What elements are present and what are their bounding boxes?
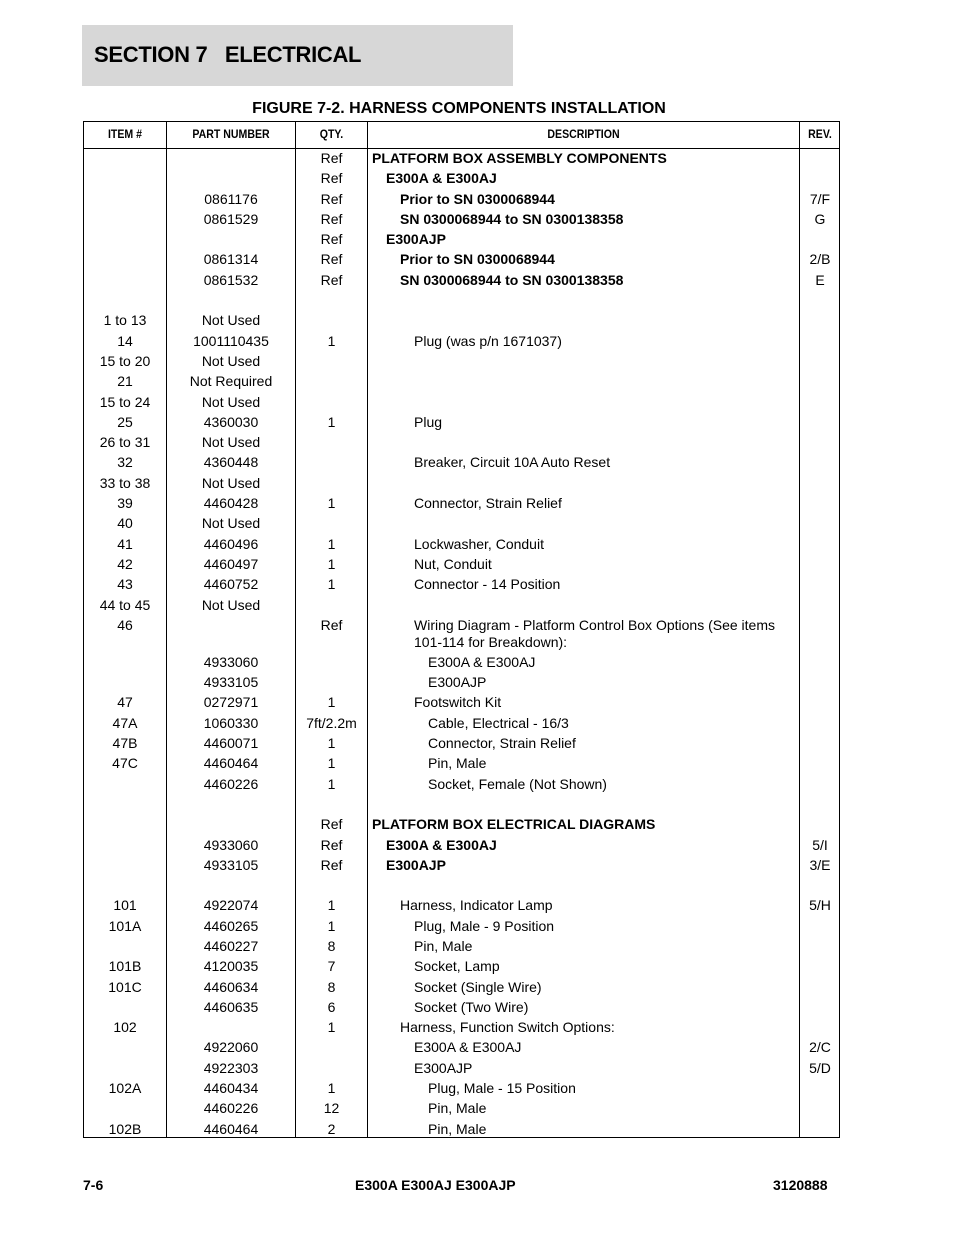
table-row	[84, 209, 839, 229]
table-row	[84, 1119, 839, 1139]
qty-cell: 8	[327, 937, 336, 954]
rev-cell: G	[814, 210, 826, 227]
description-cell: Prior to SN 0300068944	[400, 190, 555, 207]
part-number-cell: 4360448	[203, 454, 259, 471]
part-number-cell: 4460752	[203, 576, 259, 593]
part-number-cell: Not Used	[201, 312, 261, 329]
table-row	[84, 168, 839, 188]
part-number-cell: Not Used	[201, 474, 261, 491]
part-number-cell: 1060330	[203, 714, 259, 731]
header-part-number: PART NUMBER	[192, 127, 270, 141]
description-cell: E300AJP	[428, 674, 487, 691]
table-row	[84, 189, 839, 209]
table-row	[84, 595, 839, 615]
part-number-cell: 4460464	[203, 755, 259, 772]
table-row	[84, 371, 839, 391]
description-cell: E300A & E300AJ	[414, 1039, 522, 1056]
rev-cell: 5/D	[809, 1059, 831, 1076]
table-row	[84, 148, 839, 168]
qty-cell: 12	[323, 1100, 340, 1117]
description-cell: Harness, Indicator Lamp	[400, 897, 553, 914]
qty-cell: Ref	[320, 816, 343, 833]
item-cell: 33 to 38	[99, 474, 151, 491]
table-row	[84, 554, 839, 574]
part-number-cell: 4460497	[203, 555, 259, 572]
table-row	[84, 351, 839, 371]
table-row	[84, 855, 839, 875]
item-cell: 26 to 31	[99, 434, 151, 451]
item-cell: 39	[117, 495, 133, 512]
item-cell: 46	[117, 616, 133, 633]
item-cell: 42	[117, 555, 133, 572]
description-cell: Breaker, Circuit 10A Auto Reset	[414, 454, 611, 471]
part-number-cell: 4460634	[203, 978, 259, 995]
part-number-cell: 4933105	[203, 856, 259, 873]
description-cell: Pin, Male	[428, 1100, 487, 1117]
table-row	[84, 875, 839, 895]
description-cell: Plug, Male - 9 Position	[414, 917, 555, 934]
part-number-cell: 4460071	[203, 735, 259, 752]
part-number-cell: 4460227	[203, 937, 259, 954]
table-row	[84, 977, 839, 997]
part-number-cell: 4922074	[203, 897, 259, 914]
qty-cell: 1	[327, 755, 336, 772]
item-cell: 14	[117, 332, 133, 349]
table-row	[84, 249, 839, 269]
table-row	[84, 1017, 839, 1037]
part-number-cell: 4933105	[203, 674, 259, 691]
qty-cell: 8	[327, 978, 336, 995]
table-row	[84, 895, 839, 915]
part-number-cell: Not Used	[201, 434, 261, 451]
qty-cell: 1	[327, 694, 336, 711]
table-row	[84, 733, 839, 753]
qty-cell: 6	[327, 998, 336, 1015]
description-cell: Pin, Male	[428, 755, 487, 772]
item-cell: 40	[117, 515, 133, 532]
description-cell: E300A & E300AJ	[386, 836, 497, 853]
item-cell: 101B	[108, 958, 142, 975]
description-cell: Plug	[414, 413, 443, 430]
rev-cell: 5/I	[812, 836, 828, 853]
description-cell: PLATFORM BOX ELECTRICAL DIAGRAMS	[372, 816, 656, 833]
qty-cell: Ref	[320, 170, 343, 187]
description-cell: PLATFORM BOX ASSEMBLY COMPONENTS	[372, 150, 667, 166]
part-number-cell: 1001110435	[193, 332, 269, 349]
part-number-cell: 4460226	[203, 775, 259, 792]
footer-models: E300A E300AJ E300AJP	[355, 1177, 516, 1193]
table-row	[84, 1058, 839, 1078]
table-row	[84, 473, 839, 493]
item-cell: 21	[117, 373, 133, 390]
section-header	[82, 25, 513, 86]
parts-table	[83, 121, 840, 1138]
table-row	[84, 997, 839, 1017]
part-number-cell: 4460496	[203, 535, 259, 552]
item-cell: 47A	[112, 714, 138, 731]
item-cell: 102A	[108, 1080, 142, 1097]
item-cell: 47C	[112, 755, 138, 772]
qty-cell: 1	[327, 775, 336, 792]
table-row	[84, 290, 839, 310]
table-row	[84, 692, 839, 712]
part-number-cell: 4460635	[203, 998, 259, 1015]
part-number-cell: Not Required	[189, 373, 273, 390]
table-row	[84, 310, 839, 330]
table-row	[84, 534, 839, 554]
table-row	[84, 936, 839, 956]
qty-cell: 1	[327, 917, 336, 934]
part-number-cell: 4460265	[203, 917, 259, 934]
part-number-cell: 0272971	[203, 694, 259, 711]
part-number-cell: Not Used	[201, 515, 261, 532]
qty-cell: 1	[327, 576, 336, 593]
part-number-cell: Not Used	[201, 352, 261, 369]
description-cell: Socket, Lamp	[414, 958, 500, 975]
description-cell: E300A & E300AJ	[428, 653, 536, 670]
qty-cell: Ref	[320, 210, 343, 227]
part-number-cell: 4120035	[203, 958, 259, 975]
table-row	[84, 652, 839, 672]
item-cell: 47	[117, 694, 133, 711]
table-row	[84, 814, 839, 834]
table-row	[84, 513, 839, 533]
footer-doc-number: 3120888	[773, 1177, 828, 1193]
qty-cell: Ref	[320, 836, 343, 853]
qty-cell: 1	[327, 495, 336, 512]
item-cell: 15 to 20	[99, 352, 151, 369]
qty-cell: 7	[327, 958, 336, 975]
rev-cell: 5/H	[809, 897, 831, 914]
qty-cell: Ref	[320, 190, 343, 207]
table-body	[84, 148, 839, 1139]
table-row	[84, 835, 839, 855]
rev-cell: 2/B	[809, 251, 831, 268]
item-cell: 41	[117, 535, 133, 552]
table-row	[84, 1078, 839, 1098]
qty-cell: Ref	[320, 231, 343, 248]
header-item: ITEM #	[107, 127, 143, 141]
part-number-cell: 4360030	[203, 413, 259, 430]
qty-cell: 1	[327, 332, 336, 349]
table-row	[84, 753, 839, 773]
figure-title: FIGURE 7-2. HARNESS COMPONENTS INSTALLATION	[252, 100, 666, 117]
part-number-cell: 4922303	[203, 1059, 259, 1076]
item-cell: 43	[117, 576, 133, 593]
qty-cell: Ref	[320, 271, 343, 288]
table-row	[84, 794, 839, 814]
description-cell: E300A & E300AJ	[386, 170, 497, 187]
description-cell: Lockwasher, Conduit	[414, 535, 544, 552]
qty-cell: Ref	[320, 616, 343, 633]
description-cell: SN 0300068944 to SN 0300138358	[400, 210, 624, 227]
table-row	[84, 331, 839, 351]
part-number-cell: 0861529	[203, 210, 259, 227]
table-row	[84, 432, 839, 452]
item-cell: 15 to 24	[99, 393, 151, 410]
description-cell: Wiring Diagram - Platform Control Box Options (See items 101-114 for Breakdown):	[414, 616, 775, 650]
qty-cell: 1	[327, 1080, 336, 1097]
description-cell: SN 0300068944 to SN 0300138358	[400, 271, 624, 288]
qty-cell: 1	[327, 413, 336, 430]
table-row	[84, 493, 839, 513]
item-cell: 101C	[108, 978, 142, 995]
item-cell: 101	[113, 897, 137, 914]
item-cell: 25	[117, 413, 133, 430]
table-row	[84, 615, 839, 652]
table-row	[84, 1037, 839, 1057]
table-row	[84, 774, 839, 794]
description-cell: Cable, Electrical - 16/3	[428, 714, 569, 731]
part-number-cell: 0861532	[203, 271, 259, 288]
part-number-cell: 4933060	[203, 836, 259, 853]
table-row	[84, 1098, 839, 1118]
description-cell: Pin, Male	[428, 1120, 487, 1137]
table-row	[84, 392, 839, 412]
table-row	[84, 270, 839, 290]
description-cell: E300AJP	[386, 231, 446, 248]
qty-cell: 2	[327, 1120, 336, 1137]
part-number-cell: Not Used	[201, 393, 261, 410]
part-number-cell: 4933060	[203, 653, 259, 670]
rev-cell: E	[815, 271, 825, 288]
qty-cell: 1	[327, 1019, 336, 1036]
description-cell: Pin, Male	[414, 937, 473, 954]
qty-cell: 7ft/2.2m	[306, 714, 357, 731]
part-number-cell: 4460434	[203, 1080, 259, 1097]
qty-cell: Ref	[320, 150, 343, 166]
part-number-cell: Not Used	[201, 596, 261, 613]
table-row	[84, 916, 839, 936]
item-cell: 44 to 45	[99, 596, 151, 613]
description-cell: Connector - 14 Position	[414, 576, 561, 593]
part-number-cell: 4922060	[203, 1039, 259, 1056]
part-number-cell: 4460226	[203, 1100, 259, 1117]
item-cell: 102	[113, 1019, 137, 1036]
table-row	[84, 713, 839, 733]
qty-cell: Ref	[320, 251, 343, 268]
rev-cell: 2/C	[809, 1039, 831, 1056]
qty-cell: 1	[327, 897, 336, 914]
table-row	[84, 412, 839, 432]
description-cell: E300AJP	[414, 1059, 473, 1076]
item-cell: 32	[117, 454, 133, 471]
description-cell: Footswitch Kit	[414, 694, 502, 711]
item-cell: 1 to 13	[103, 312, 147, 329]
item-cell: 47B	[112, 735, 138, 752]
qty-cell: 1	[327, 735, 336, 752]
table-row	[84, 956, 839, 976]
rev-cell: 3/E	[809, 856, 831, 873]
description-cell: Connector, Strain Relief	[414, 495, 562, 512]
description-cell: Socket, Female (Not Shown)	[428, 775, 607, 792]
item-cell: 101A	[108, 917, 142, 934]
header-description: DESCRIPTION	[547, 127, 620, 141]
part-number-cell: 4460464	[203, 1120, 259, 1137]
qty-cell: 1	[327, 535, 336, 552]
description-cell: Connector, Strain Relief	[428, 735, 576, 752]
part-number-cell: 4460428	[203, 495, 259, 512]
section-title: SECTION 7 ELECTRICAL	[94, 42, 362, 67]
part-number-cell: 0861314	[203, 251, 259, 268]
description-cell: Socket (Single Wire)	[414, 978, 542, 995]
description-cell: E300AJP	[386, 856, 446, 873]
description-cell: Prior to SN 0300068944	[400, 251, 555, 268]
table-row	[84, 229, 839, 249]
description-cell: Harness, Function Switch Options:	[400, 1019, 615, 1036]
qty-cell: Ref	[320, 856, 343, 873]
table-row	[84, 452, 839, 472]
description-cell: Socket (Two Wire)	[414, 998, 529, 1015]
header-rev: REV.	[808, 127, 832, 141]
part-number-cell: 0861176	[204, 190, 258, 207]
table-row	[84, 672, 839, 692]
description-cell: Plug, Male - 15 Position	[428, 1080, 576, 1097]
qty-cell: 1	[327, 555, 336, 572]
table-row	[84, 574, 839, 594]
description-cell: Plug (was p/n 1671037)	[414, 332, 562, 349]
page-number: 7-6	[83, 1177, 104, 1193]
description-cell: Nut, Conduit	[414, 555, 492, 572]
rev-cell: 7/F	[809, 190, 831, 207]
item-cell: 102B	[108, 1120, 142, 1137]
header-qty: QTY.	[319, 127, 344, 141]
